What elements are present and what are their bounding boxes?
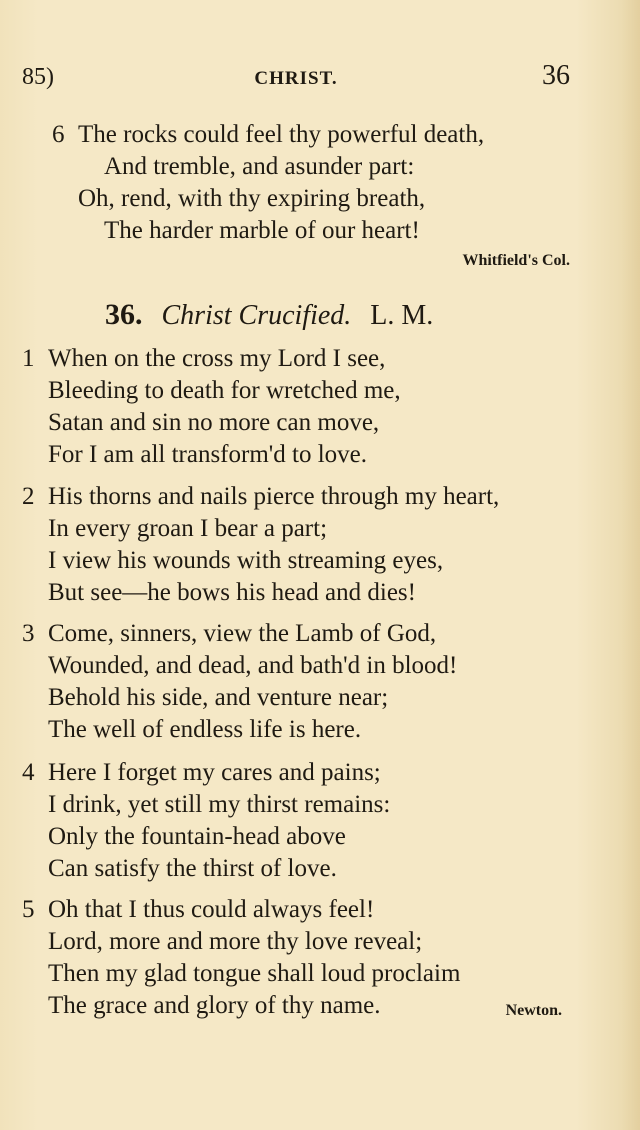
stanza-3 [22,618,582,746]
stanza-line: Can satisfy the thirst of love. [48,855,337,882]
stanza-line: When on the cross my Lord I see, [48,345,386,372]
stanza-line: Satan and sin no more can move, [48,409,380,436]
stanza-line: But see—he bows his head and dies! [48,579,416,606]
stanza-line: Then my glad tongue shall loud proclaim [48,960,461,987]
stanza-number: 1 [22,345,35,372]
stanza-2 [22,481,582,609]
stanza-line: The harder marble of our heart! [104,217,420,244]
stanza-line: Wounded, and dead, and bath'd in blood! [48,652,458,679]
stanza-line: The grace and glory of thy name. [48,992,381,1019]
page-number: 36 [542,60,570,91]
stanza-line: The well of endless life is here. [48,716,362,743]
stanza-line: And tremble, and asunder part: [104,153,415,180]
stanza-line: In every groan I bear a part; [48,515,328,542]
running-header [22,60,570,96]
stanza-5 [22,894,582,1022]
stanza-prev-6 [22,119,582,247]
hymn-meter: L. M. [370,300,434,331]
stanza-number: 6 [52,121,65,148]
stanza-line: Here I forget my cares and pains; [48,759,381,786]
credit-newton: Newton. [505,1002,562,1019]
stanza-line: Bleeding to death for wretched me, [48,377,401,404]
credit-previous: Whitfield's Col. [462,252,570,269]
stanza-4 [22,757,582,885]
header-left-number: 85) [22,64,54,90]
stanza-line: The rocks could feel thy powerful death, [78,121,485,148]
stanza-number: 4 [22,759,35,786]
stanza-line: His thorns and nails pierce through my heart, [48,483,500,510]
stanza-line: Only the fountain-head above [48,823,346,850]
stanza-line: Come, sinners, view the Lamb of God, [48,620,437,647]
stanza-number: 5 [22,896,35,923]
stanza-number: 3 [22,620,35,647]
stanza-number: 2 [22,483,35,510]
header-title: CHRIST. [254,68,338,89]
stanza-line: I drink, yet still my thirst remains: [48,791,391,818]
stanza-line: Behold his side, and venture near; [48,684,389,711]
stanza-1 [22,343,582,471]
stanza-line: Oh that I thus could always feel! [48,896,375,923]
stanza-line: For I am all transform'd to love. [48,441,368,468]
stanza-line: Lord, more and more thy love reveal; [48,928,423,955]
hymn-title: Christ Crucified. [161,300,352,331]
hymn-heading [105,298,433,332]
hymn-number: 36. [105,298,143,331]
stanza-line: Oh, rend, with thy expiring breath, [78,185,426,212]
stanza-line: I view his wounds with streaming eyes, [48,547,444,574]
